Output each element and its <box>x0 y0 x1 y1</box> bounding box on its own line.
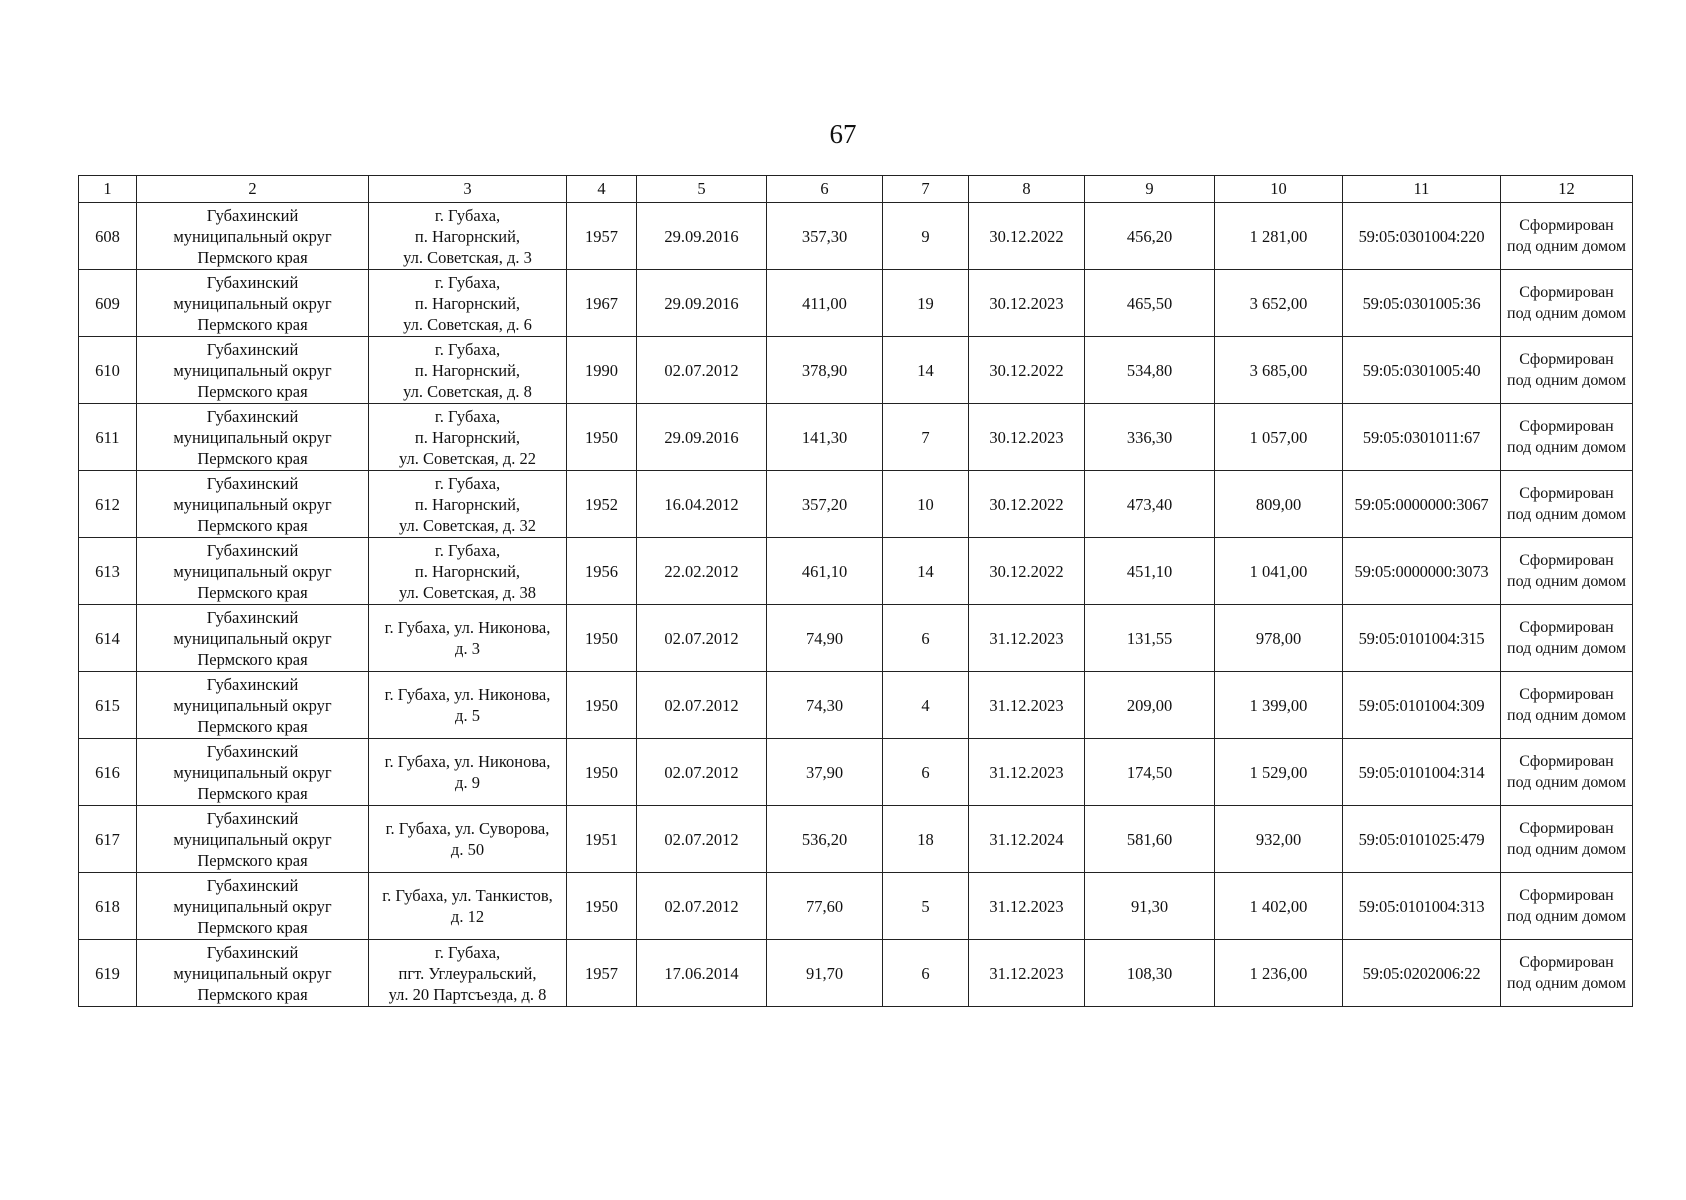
cell-date: 02.07.2012 <box>637 605 767 672</box>
cell-area-2: 473,40 <box>1085 471 1215 538</box>
table-body <box>79 203 1633 1007</box>
cell-municipality: Губахинский муниципальный округ Пермского края <box>137 672 369 739</box>
column-header-10: 10 <box>1215 176 1343 203</box>
cell-date: 29.09.2016 <box>637 270 767 337</box>
cell-area-2: 209,00 <box>1085 672 1215 739</box>
cell-date: 29.09.2016 <box>637 203 767 270</box>
cell-row-number: 608 <box>79 203 137 270</box>
cell-area: 37,90 <box>767 739 883 806</box>
cell-count: 18 <box>883 806 969 873</box>
cell-municipality: Губахинский муниципальный округ Пермского края <box>137 806 369 873</box>
cell-cadastral-number: 59:05:0301004:220 <box>1343 203 1501 270</box>
cell-status: Сформирован под одним домом <box>1501 806 1633 873</box>
table-row <box>79 806 1633 873</box>
cell-address: г. Губаха, п. Нагорнский, ул. Советская, д. 38 <box>369 538 567 605</box>
cell-year-built: 1957 <box>567 203 637 270</box>
cell-area-2: 581,60 <box>1085 806 1215 873</box>
header-row <box>79 176 1633 203</box>
table-header <box>79 176 1633 203</box>
cell-date: 22.02.2012 <box>637 538 767 605</box>
column-header-7: 7 <box>883 176 969 203</box>
cell-area: 141,30 <box>767 404 883 471</box>
column-header-6: 6 <box>767 176 883 203</box>
cell-area: 357,20 <box>767 471 883 538</box>
table-row <box>79 203 1633 270</box>
cell-cadastral-number: 59:05:0301005:40 <box>1343 337 1501 404</box>
cell-row-number: 611 <box>79 404 137 471</box>
cell-date: 02.07.2012 <box>637 739 767 806</box>
cell-area-2: 465,50 <box>1085 270 1215 337</box>
cell-area: 411,00 <box>767 270 883 337</box>
cell-deadline: 30.12.2022 <box>969 538 1085 605</box>
cell-status: Сформирован под одним домом <box>1501 203 1633 270</box>
cell-area: 91,70 <box>767 940 883 1007</box>
cell-year-built: 1990 <box>567 337 637 404</box>
cell-row-number: 617 <box>79 806 137 873</box>
cell-municipality: Губахинский муниципальный округ Пермского края <box>137 739 369 806</box>
column-header-12: 12 <box>1501 176 1633 203</box>
column-header-1: 1 <box>79 176 137 203</box>
cell-address: г. Губаха, п. Нагорнский, ул. Советская, д. 22 <box>369 404 567 471</box>
cell-municipality: Губахинский муниципальный округ Пермского края <box>137 337 369 404</box>
cell-land-area: 1 057,00 <box>1215 404 1343 471</box>
cell-address: г. Губаха, ул. Никонова, д. 9 <box>369 739 567 806</box>
cell-count: 5 <box>883 873 969 940</box>
cell-municipality: Губахинский муниципальный округ Пермского края <box>137 270 369 337</box>
cell-area-2: 174,50 <box>1085 739 1215 806</box>
cell-municipality: Губахинский муниципальный округ Пермского края <box>137 203 369 270</box>
cell-address: г. Губаха, п. Нагорнский, ул. Советская, д. 3 <box>369 203 567 270</box>
cell-date: 02.07.2012 <box>637 806 767 873</box>
cell-row-number: 615 <box>79 672 137 739</box>
cell-deadline: 30.12.2022 <box>969 337 1085 404</box>
cell-row-number: 619 <box>79 940 137 1007</box>
cell-status: Сформирован под одним домом <box>1501 270 1633 337</box>
cell-deadline: 31.12.2024 <box>969 806 1085 873</box>
cell-land-area: 1 281,00 <box>1215 203 1343 270</box>
cell-area: 461,10 <box>767 538 883 605</box>
table-row <box>79 337 1633 404</box>
cell-cadastral-number: 59:05:0000000:3067 <box>1343 471 1501 538</box>
cell-land-area: 3 652,00 <box>1215 270 1343 337</box>
cell-status: Сформирован под одним домом <box>1501 538 1633 605</box>
cell-date: 02.07.2012 <box>637 337 767 404</box>
cell-address: г. Губаха, ул. Никонова, д. 5 <box>369 672 567 739</box>
cell-area-2: 534,80 <box>1085 337 1215 404</box>
cell-year-built: 1952 <box>567 471 637 538</box>
cell-row-number: 612 <box>79 471 137 538</box>
cell-count: 10 <box>883 471 969 538</box>
cell-cadastral-number: 59:05:0101004:309 <box>1343 672 1501 739</box>
cell-status: Сформирован под одним домом <box>1501 672 1633 739</box>
cell-count: 6 <box>883 739 969 806</box>
table-row <box>79 471 1633 538</box>
page-number: 67 <box>829 119 857 149</box>
cell-address: г. Губаха, ул. Никонова, д. 3 <box>369 605 567 672</box>
table-row <box>79 404 1633 471</box>
cell-area-2: 131,55 <box>1085 605 1215 672</box>
cell-status: Сформирован под одним домом <box>1501 337 1633 404</box>
table-row <box>79 270 1633 337</box>
cell-row-number: 609 <box>79 270 137 337</box>
cell-count: 9 <box>883 203 969 270</box>
housing-register-table <box>78 175 1633 1007</box>
cell-land-area: 3 685,00 <box>1215 337 1343 404</box>
cell-cadastral-number: 59:05:0301005:36 <box>1343 270 1501 337</box>
cell-year-built: 1950 <box>567 605 637 672</box>
cell-area: 77,60 <box>767 873 883 940</box>
cell-date: 02.07.2012 <box>637 672 767 739</box>
cell-date: 16.04.2012 <box>637 471 767 538</box>
column-header-11: 11 <box>1343 176 1501 203</box>
cell-land-area: 1 236,00 <box>1215 940 1343 1007</box>
cell-municipality: Губахинский муниципальный округ Пермского края <box>137 605 369 672</box>
column-header-9: 9 <box>1085 176 1215 203</box>
cell-year-built: 1951 <box>567 806 637 873</box>
cell-status: Сформирован под одним домом <box>1501 940 1633 1007</box>
column-header-5: 5 <box>637 176 767 203</box>
cell-area: 536,20 <box>767 806 883 873</box>
cell-address: г. Губаха, п. Нагорнский, ул. Советская, д. 32 <box>369 471 567 538</box>
cell-land-area: 978,00 <box>1215 605 1343 672</box>
table-row <box>79 739 1633 806</box>
table-row <box>79 538 1633 605</box>
cell-date: 02.07.2012 <box>637 873 767 940</box>
column-header-2: 2 <box>137 176 369 203</box>
cell-count: 6 <box>883 940 969 1007</box>
cell-status: Сформирован под одним домом <box>1501 605 1633 672</box>
cell-address: г. Губаха, п. Нагорнский, ул. Советская, д. 6 <box>369 270 567 337</box>
cell-area-2: 451,10 <box>1085 538 1215 605</box>
cell-count: 19 <box>883 270 969 337</box>
cell-date: 17.06.2014 <box>637 940 767 1007</box>
cell-municipality: Губахинский муниципальный округ Пермского края <box>137 873 369 940</box>
cell-status: Сформирован под одним домом <box>1501 739 1633 806</box>
cell-count: 7 <box>883 404 969 471</box>
cell-deadline: 31.12.2023 <box>969 739 1085 806</box>
cell-year-built: 1956 <box>567 538 637 605</box>
cell-year-built: 1957 <box>567 940 637 1007</box>
cell-area: 74,90 <box>767 605 883 672</box>
cell-land-area: 809,00 <box>1215 471 1343 538</box>
column-header-3: 3 <box>369 176 567 203</box>
table-row <box>79 873 1633 940</box>
table-row <box>79 940 1633 1007</box>
cell-cadastral-number: 59:05:0202006:22 <box>1343 940 1501 1007</box>
cell-municipality: Губахинский муниципальный округ Пермского края <box>137 471 369 538</box>
cell-row-number: 618 <box>79 873 137 940</box>
cell-year-built: 1950 <box>567 672 637 739</box>
cell-address: г. Губаха, ул. Танкистов, д. 12 <box>369 873 567 940</box>
cell-deadline: 31.12.2023 <box>969 672 1085 739</box>
cell-municipality: Губахинский муниципальный округ Пермского края <box>137 940 369 1007</box>
table-row <box>79 605 1633 672</box>
cell-deadline: 31.12.2023 <box>969 873 1085 940</box>
cell-date: 29.09.2016 <box>637 404 767 471</box>
cell-cadastral-number: 59:05:0101004:315 <box>1343 605 1501 672</box>
cell-row-number: 613 <box>79 538 137 605</box>
cell-land-area: 932,00 <box>1215 806 1343 873</box>
cell-cadastral-number: 59:05:0101004:313 <box>1343 873 1501 940</box>
cell-status: Сформирован под одним домом <box>1501 404 1633 471</box>
cell-land-area: 1 402,00 <box>1215 873 1343 940</box>
cell-area-2: 336,30 <box>1085 404 1215 471</box>
column-header-4: 4 <box>567 176 637 203</box>
cell-municipality: Губахинский муниципальный округ Пермского края <box>137 538 369 605</box>
cell-row-number: 610 <box>79 337 137 404</box>
cell-cadastral-number: 59:05:0101004:314 <box>1343 739 1501 806</box>
cell-deadline: 31.12.2023 <box>969 605 1085 672</box>
cell-status: Сформирован под одним домом <box>1501 873 1633 940</box>
cell-land-area: 1 041,00 <box>1215 538 1343 605</box>
cell-year-built: 1950 <box>567 873 637 940</box>
cell-deadline: 30.12.2022 <box>969 203 1085 270</box>
cell-year-built: 1950 <box>567 739 637 806</box>
cell-land-area: 1 399,00 <box>1215 672 1343 739</box>
cell-area: 378,90 <box>767 337 883 404</box>
cell-count: 4 <box>883 672 969 739</box>
cell-deadline: 31.12.2023 <box>969 940 1085 1007</box>
cell-address: г. Губаха, ул. Суворова, д. 50 <box>369 806 567 873</box>
cell-area-2: 108,30 <box>1085 940 1215 1007</box>
cell-area: 74,30 <box>767 672 883 739</box>
cell-year-built: 1967 <box>567 270 637 337</box>
cell-count: 14 <box>883 538 969 605</box>
cell-count: 6 <box>883 605 969 672</box>
cell-address: г. Губаха, пгт. Углеуральский, ул. 20 Партсъезда, д. 8 <box>369 940 567 1007</box>
cell-status: Сформирован под одним домом <box>1501 471 1633 538</box>
cell-municipality: Губахинский муниципальный округ Пермского края <box>137 404 369 471</box>
cell-cadastral-number: 59:05:0101025:479 <box>1343 806 1501 873</box>
cell-deadline: 30.12.2023 <box>969 404 1085 471</box>
cell-row-number: 616 <box>79 739 137 806</box>
cell-row-number: 614 <box>79 605 137 672</box>
cell-year-built: 1950 <box>567 404 637 471</box>
cell-deadline: 30.12.2022 <box>969 471 1085 538</box>
cell-count: 14 <box>883 337 969 404</box>
column-header-8: 8 <box>969 176 1085 203</box>
cell-land-area: 1 529,00 <box>1215 739 1343 806</box>
cell-address: г. Губаха, п. Нагорнский, ул. Советская, д. 8 <box>369 337 567 404</box>
cell-area: 357,30 <box>767 203 883 270</box>
table-row <box>79 672 1633 739</box>
cell-area-2: 456,20 <box>1085 203 1215 270</box>
cell-cadastral-number: 59:05:0000000:3073 <box>1343 538 1501 605</box>
cell-cadastral-number: 59:05:0301011:67 <box>1343 404 1501 471</box>
cell-deadline: 30.12.2023 <box>969 270 1085 337</box>
cell-area-2: 91,30 <box>1085 873 1215 940</box>
